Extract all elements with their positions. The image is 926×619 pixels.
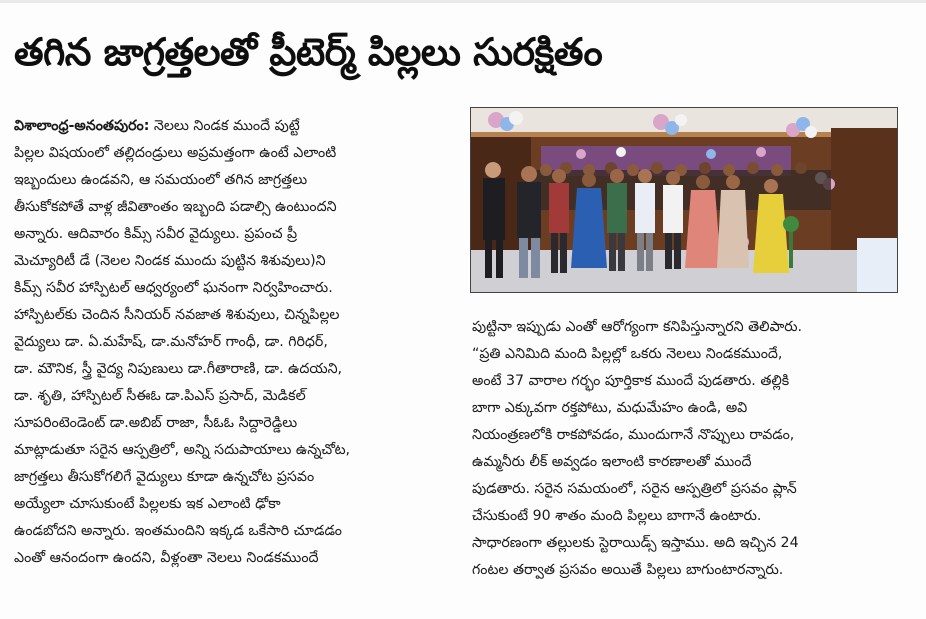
article-column-right: [472, 314, 902, 584]
article-line: జాగ్రత్తలు తీసుకోగలిగే వైద్యులు కూడా ఉన్నచోట ప్రసవం: [14, 469, 315, 485]
article-line: చేసుకుంటే 90 శాతం మంది పిల్లలు బాగానే ఉంటారు.: [472, 508, 762, 524]
article-line: హాస్పిటల్‌కు చెందిన సీనియర్ నవజాత శిశువులు, చిన్నపిల్లల: [14, 307, 340, 323]
article-line: గంటల తర్వాత ప్రసవం అయితే పిల్లలు బాగుంటారన్నారు.: [472, 562, 784, 578]
cut-off-next-line: [260, 611, 680, 619]
article-dateline: విశాలాంధ్ర-అనంతపురం:: [14, 118, 150, 134]
article-line: సూపరింటెండెంట్ డా.అబిబ్ రాజా, సీఓఓ సిద్దారెడ్డిలు: [14, 415, 298, 431]
article-line: మాట్లాడుతూ సరైన ఆస్పత్రిలో, అన్ని సదుపాయాలు ఉన్నచోట,: [14, 442, 351, 458]
top-rule: [0, 0, 926, 3]
article-line: ఎంతో ఆనందంగా ఉందని, వీళ్లంతా నెలలు నిండకముందే: [14, 550, 319, 566]
article-line: ఉమ్మనీరు లీక్ అవ్వడం ఇలాంటి కారణాలతో ముందే: [472, 454, 752, 470]
event-group-photo: [470, 107, 898, 293]
article-line: పుడతారు. సరైన సమయంలో, సరైన ఆస్పత్రిలో ప్రసవం ప్లాన్: [472, 481, 797, 497]
article-line: తీసుకోకపోతే వాళ్ల జీవితాంతం ఇబ్బంది పడాల్సి ఉంటుందని: [14, 199, 337, 215]
article-line: నెలలు నిండక ముందే పుట్టే: [149, 118, 300, 134]
group-photo-illustration: [471, 108, 898, 293]
article-line: “ప్రతి ఎనిమిది మంది పిల్లల్లో ఒకరు నెలలు నిండకముందే,: [472, 346, 783, 362]
article-column-left: [14, 113, 464, 572]
article-line: పుట్టినా ఇప్పుడు ఎంతో ఆరోగ్యంగా కనిపిస్తున్నారని తెలిపారు.: [472, 319, 803, 335]
article-line: వైద్యులు డా. ఏ.మహేష్, డా.మనోహర్ గాంధీ, డా. గిరిధర్,: [14, 334, 328, 350]
article-line: పిల్లల విషయంలో తల్లిదండ్రులు అప్రమత్తంగా ఉంటే ఎలాంటి: [14, 145, 337, 161]
article-line: మెచ్యూరిటీ డే (నెలల నిండక ముందు పుట్టిన శిశువులు)ని: [14, 253, 326, 269]
article-line: ఇబ్బందులు ఉండవని, ఆ సమయంలో తగిన జాగ్రత్తలు: [14, 172, 308, 188]
article-first-line: [14, 113, 464, 140]
article-line: అయ్యేలా చూసుకుంటే పిల్లలకు ఇక ఎలాంటి ఢోకా: [14, 496, 281, 512]
article-line: ఉండబోదని అన్నారు. ఇంతమందిని ఇక్కడ ఒకేసారి చూడడం: [14, 523, 342, 539]
article-line: బాగా ఎక్కువగా రక్తపోటు, మధుమేహం ఉండి, అవి: [472, 400, 748, 416]
article-line: అన్నారు. ఆదివారం కిమ్స్ సవీర వైద్యులు. ప్రపంచ ప్రీ: [14, 226, 298, 242]
article-headline: తగిన జాగ్రత్తలతో ప్రీటెర్మ్ పిల్లలు సురక్షితం: [14, 30, 603, 74]
article-line: నియంత్రణలోకి రాకపోవడం, ముందుగానే నొప్పులు రావడం,: [472, 427, 795, 443]
article-line: డా. శృతి, హాస్పిటల్ సీఈఓ డా.పిఎస్ ప్రసాద్, మెడికల్: [14, 388, 306, 404]
article-line: సాధారణంగా తల్లులకు స్టెరాయిడ్స్ ఇస్తాము. అది ఇచ్చిన 24: [472, 535, 799, 551]
photo-standee: [857, 238, 897, 293]
article-line: కిమ్స్ సవీర హాస్పిటల్ ఆధ్వర్యంలో ఘనంగా నిర్వహించారు.: [14, 280, 333, 296]
photo-wall-right: [831, 128, 898, 250]
article-line: డా. మౌనిక, స్త్రీ వైద్య నిపుణులు డా.గీతారాణి, డా. ఉదయని,: [14, 361, 343, 377]
article-line: అంటే 37 వారాల గర్భం పూర్తికాక ముందే పుడతారు. తల్లికి: [472, 373, 790, 389]
